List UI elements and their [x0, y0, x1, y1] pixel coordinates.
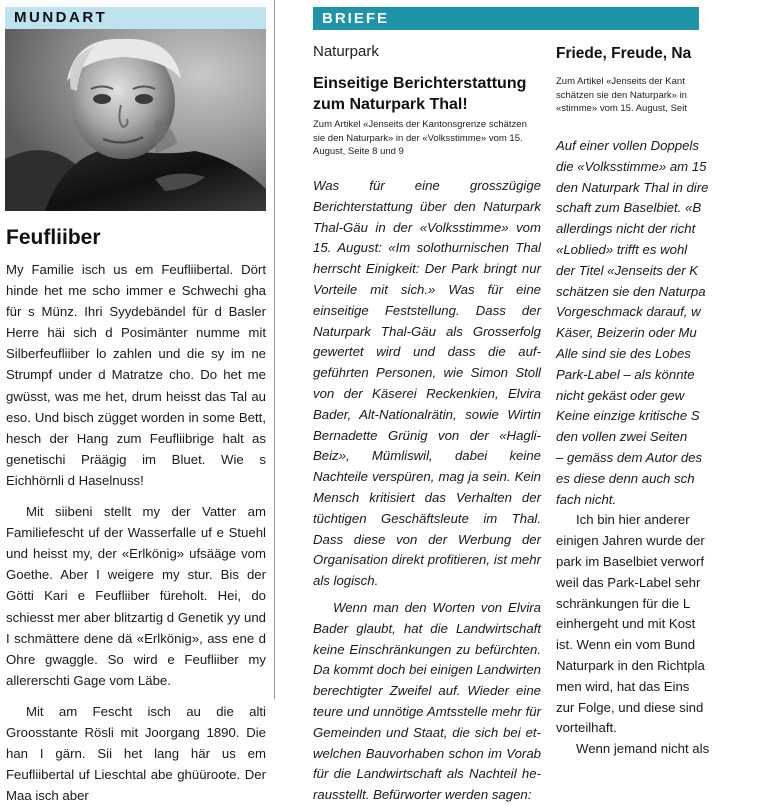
letter-body [313, 176, 541, 806]
body-line: schränkungen für die L [556, 595, 691, 611]
body-line: schaft zum Baselbiet. «B [556, 200, 702, 216]
body-line: Keine einzige kritische S [556, 408, 700, 424]
body-paragraph: Mit am Fescht isch au die alti Groosstante Rösli mit Joorgang 1890. Die han I gärn. Sii het lang här us em Feufliibertal uf Lieschtal abe ghüüroote. Der Maa isch aber [6, 703, 266, 804]
body-line: schätzen sie den Naturpa [556, 283, 706, 299]
letter-body [556, 136, 756, 760]
reference-line: Zum Artikel «Jenseits der Kant [556, 76, 685, 87]
body-line: Alle sind sie des Lobes [556, 345, 691, 361]
body-line: nicht gekäst oder gew [556, 387, 685, 403]
letter-reference [556, 75, 776, 116]
mundart-section-label: MUNDART [14, 9, 108, 26]
column-title: Feufliiber [6, 226, 101, 249]
body-line: Auf einer vollen Doppels [556, 138, 699, 153]
body-line: Vorgeschmack darauf, w [556, 304, 701, 320]
body-line: Ich bin hier anderer [576, 512, 690, 528]
body-line: – gemäss dem Autor des [556, 449, 703, 465]
body-line: ist. Wenn ein vom Bund [556, 637, 696, 653]
letter-headline: Einseitige Berichterstattung zum Naturpark Thal! [313, 75, 527, 113]
body-line: «Loblied» trifft es wohl [556, 241, 688, 257]
body-line: zur Folge, und diese sind [556, 699, 704, 715]
letter-paragraph: Was für eine grosszügige Berichterstattung über den Naturpark Thal-Gäu in der «Volksstimme» vom 15. August: «Im solothurnischen Thal herrscht Einigkeit: Der Park bringt nur Vorteile mit sich.» Was für eine einseitige Feststellung. Dass der Naturpark Thal-Gäu als Grosserfolg gewertet wird und dass die aufgeführten Personen, wie Simon Stoll von der Käserei Reckenkien, Elvira Bader, Alt-Nationalrätin, sowie Wirtin Bernadette Grünig von der «Hagli-Beiz», Mümliswil, dabei keine Nachteile verspüren, mag ja sein. Kein Mensch kritisiert das Verhalten der tüchtigen Geschäftsleute im Thal. Dass diese von der Werbung der Organisation direkt profitieren, ist mehr als logisch. [313, 178, 541, 589]
column-divider [274, 0, 275, 699]
body-line: fach nicht. [556, 491, 617, 507]
body-line: allerdings nicht der richt [556, 221, 696, 237]
letter-naturpark [313, 30, 541, 803]
reference-line: «stimme» vom 15. August, Seit [556, 103, 687, 114]
letter-topic: Naturpark [313, 43, 379, 60]
body-line: es diese denn auch sch [556, 470, 695, 486]
body-line: park im Baselbiet verworf [556, 553, 705, 569]
body-line: Käser, Beizerin oder Mu [556, 325, 697, 341]
mundart-column [0, 0, 270, 804]
body-line: einigen Jahren wurde der [556, 533, 705, 549]
body-line: men wird, hat das Eins [556, 678, 690, 694]
mundart-section-header [5, 7, 266, 29]
portrait-photo-svg [5, 29, 266, 211]
letter-paragraph: Wenn man den Worten von Elvira Bader glaubt, hat die Landwirtschaft keine Einschränkungen zu befürchten. Da kommt doch bei einigen Landwirten berechtigter Zweifel auf. Wieder eine teure und unnötige Amtsstelle mehr für Gemeinden und Staat, die sich bei etwelchen Bauvorhaben schon im Vorab für die Landwirtschaft als Nachteil herausstellt. Befürworter werden sagen: [313, 599, 541, 803]
body-line: den Naturpark Thal in dire [556, 179, 709, 195]
body-paragraph: My Familie isch us em Feufliibertal. Dört hinde het me scho immer e Schwechi gha für s Münz. Ihri Syydebändel für d Basler Herre häi sich d Posimänter numme mit Silberfeufliiber lo zahlen und die sy im ne Strumpf under d Matratze cho. Do het me gwüsst, was me het, drum heisst das Tal au eso. Und bisch zügget worden in some Bett, hesch der Hang zum Feufliibrige halt as genetischi Präägig im Bluet. Wie s Eichhörnli d Haselnuss! [6, 262, 266, 488]
letter-headline: Friede, Freude, Na [556, 45, 692, 62]
body-line: Park-Label – als könnte [556, 366, 695, 382]
body-line: Naturpark in den Richtpla [556, 657, 705, 673]
body-line: die «Volksstimme» am 15 [556, 158, 707, 174]
portrait-photo-icon [5, 29, 266, 211]
body-line: einhergeht und mit Kost [556, 616, 696, 632]
briefe-section-header [313, 7, 699, 30]
body-line: vorteilhaft. [556, 720, 617, 736]
reference-line: schätzen sie den Naturpark» in [556, 89, 687, 101]
body-line: Wenn jemand nicht als [576, 741, 710, 757]
briefe-section-label: BRIEFE [322, 10, 390, 27]
column-body [6, 259, 266, 806]
body-line: weil das Park-Label sehr [556, 574, 701, 590]
letter-reference: Zum Artikel «Jenseits der Kantonsgrenze schätzen sie den Naturpark» in der «Volksstimme» vom 15. August, Seite 8 und 9 [313, 119, 527, 157]
body-paragraph: Mit siibeni stellt my der Vatter am Familiefescht uf der Wasserfalle uf e Stuehl und heisst my, der «Erlkönig» ufsääge vom Goethe. Aber I weigere my stur. Bis der Götti Kari e Feufliiber füreholt. Hei, do schiesst mer aber blitzartig d Genetik yy und I schmättere dene dä «Erlkönig», ass ene d Ohre gwaggle. So wird e Feufliiber my allererschti Gage vom Läbe. [6, 504, 266, 688]
body-line: der Titel «Jenseits der K [556, 262, 699, 278]
body-line: den vollen zwei Seiten [556, 429, 688, 445]
letter-friede-freude [556, 30, 710, 757]
